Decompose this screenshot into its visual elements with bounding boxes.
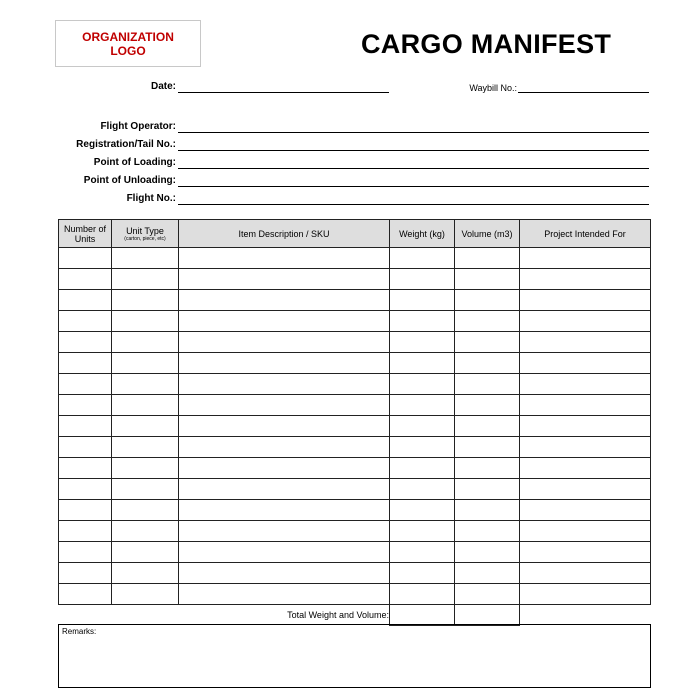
cell-units[interactable] — [59, 458, 112, 479]
cell-project[interactable] — [520, 290, 651, 311]
flight-no-field[interactable] — [178, 204, 649, 205]
table-header-row — [59, 220, 651, 248]
col-header-project — [520, 220, 651, 248]
cell-units[interactable] — [59, 584, 112, 605]
cell-unit-type[interactable] — [112, 458, 179, 479]
table-row — [59, 311, 651, 332]
table-row — [59, 395, 651, 416]
cell-project[interactable] — [520, 521, 651, 542]
table-row — [59, 332, 651, 353]
cell-units[interactable] — [59, 563, 112, 584]
cell-unit-type[interactable] — [112, 269, 179, 290]
table-row — [59, 500, 651, 521]
cell-units[interactable] — [59, 395, 112, 416]
table-row — [59, 584, 651, 605]
cell-weight[interactable] — [390, 521, 455, 542]
cell-description[interactable] — [179, 563, 390, 584]
cell-volume[interactable] — [455, 479, 520, 500]
point-of-unloading-field[interactable] — [178, 186, 649, 187]
cell-description[interactable] — [179, 332, 390, 353]
cell-unit-type[interactable] — [112, 521, 179, 542]
cell-description[interactable] — [179, 290, 390, 311]
cell-description[interactable] — [179, 353, 390, 374]
cell-units[interactable] — [59, 248, 112, 269]
cell-weight[interactable] — [390, 563, 455, 584]
flight-operator-field[interactable] — [178, 132, 649, 133]
cell-units[interactable] — [59, 500, 112, 521]
col-header-weight — [390, 220, 455, 248]
cell-unit-type[interactable] — [112, 416, 179, 437]
cell-volume[interactable] — [455, 353, 520, 374]
cell-weight[interactable] — [390, 353, 455, 374]
cell-unit-type[interactable] — [112, 500, 179, 521]
cell-volume[interactable] — [455, 332, 520, 353]
cell-weight[interactable] — [390, 437, 455, 458]
col-header-volume — [455, 220, 520, 248]
total-volume-cell[interactable] — [455, 605, 520, 626]
logo-line-2: LOGO — [110, 43, 146, 58]
cell-weight[interactable] — [390, 500, 455, 521]
cell-units[interactable] — [59, 479, 112, 500]
cell-project[interactable] — [520, 437, 651, 458]
cell-volume[interactable] — [455, 521, 520, 542]
point-of-loading-label: Point of Loading: — [93, 157, 176, 168]
cell-description[interactable] — [179, 458, 390, 479]
date-field[interactable] — [178, 92, 389, 93]
table-row — [59, 479, 651, 500]
table-row — [59, 269, 651, 290]
cell-project[interactable] — [520, 311, 651, 332]
cell-weight[interactable] — [390, 395, 455, 416]
manifest-body — [59, 248, 651, 605]
cell-unit-type[interactable] — [112, 248, 179, 269]
col-label-unit-type: Unit Type — [126, 225, 164, 236]
cell-volume[interactable] — [455, 584, 520, 605]
table-row — [59, 353, 651, 374]
cell-description[interactable] — [179, 584, 390, 605]
cell-volume[interactable] — [455, 458, 520, 479]
cell-description[interactable] — [179, 395, 390, 416]
cell-description[interactable] — [179, 374, 390, 395]
cell-volume[interactable] — [455, 311, 520, 332]
cell-project[interactable] — [520, 458, 651, 479]
table-row — [59, 374, 651, 395]
cell-units[interactable] — [59, 437, 112, 458]
col-label-number-of-units: Number of Units — [63, 223, 107, 244]
flight-no-label: Flight No.: — [126, 193, 176, 204]
cell-project[interactable] — [520, 416, 651, 437]
table-row — [59, 458, 651, 479]
flight-operator-label: Flight Operator: — [100, 121, 176, 132]
cell-unit-type[interactable] — [112, 437, 179, 458]
cell-volume[interactable] — [455, 500, 520, 521]
table-row — [59, 290, 651, 311]
col-label-item-description: Item Description / SKU — [238, 228, 330, 239]
cell-volume[interactable] — [455, 290, 520, 311]
cell-units[interactable] — [59, 269, 112, 290]
cell-project[interactable] — [520, 584, 651, 605]
cell-description[interactable] — [179, 311, 390, 332]
cell-unit-type[interactable] — [112, 542, 179, 563]
cell-project[interactable] — [520, 374, 651, 395]
cell-volume[interactable] — [455, 374, 520, 395]
logo-line-1: ORGANIZATION — [82, 29, 174, 44]
waybill-field[interactable] — [518, 92, 649, 93]
cell-volume[interactable] — [455, 395, 520, 416]
remarks-box[interactable] — [58, 624, 651, 688]
cell-volume[interactable] — [455, 437, 520, 458]
cell-project[interactable] — [520, 542, 651, 563]
table-row — [59, 416, 651, 437]
registration-field[interactable] — [178, 150, 649, 151]
table-row — [59, 521, 651, 542]
cell-description[interactable] — [179, 269, 390, 290]
cell-volume[interactable] — [455, 542, 520, 563]
cell-project[interactable] — [520, 395, 651, 416]
cell-project[interactable] — [520, 332, 651, 353]
cell-volume[interactable] — [455, 269, 520, 290]
cell-units[interactable] — [59, 542, 112, 563]
cell-unit-type[interactable] — [112, 353, 179, 374]
cell-weight[interactable] — [390, 374, 455, 395]
cell-units[interactable] — [59, 332, 112, 353]
cell-weight[interactable] — [390, 290, 455, 311]
col-label-weight: Weight (kg) — [399, 228, 445, 239]
cell-weight[interactable] — [390, 311, 455, 332]
cell-unit-type[interactable] — [112, 584, 179, 605]
col-header-item-description — [179, 220, 390, 248]
cell-unit-type[interactable] — [112, 290, 179, 311]
cell-weight[interactable] — [390, 332, 455, 353]
cell-units[interactable] — [59, 374, 112, 395]
cell-weight[interactable] — [390, 269, 455, 290]
point-of-unloading-label: Point of Unloading: — [83, 175, 176, 186]
date-label: Date: — [150, 81, 176, 92]
cell-weight[interactable] — [390, 584, 455, 605]
table-row — [59, 542, 651, 563]
col-sublabel-unit-type: (carton, piece, etc) — [124, 235, 166, 242]
cell-description[interactable] — [179, 521, 390, 542]
cell-project[interactable] — [520, 248, 651, 269]
cell-unit-type[interactable] — [112, 332, 179, 353]
cell-units[interactable] — [59, 290, 112, 311]
cell-volume[interactable] — [455, 563, 520, 584]
total-spacer-right — [520, 605, 651, 626]
cell-weight[interactable] — [390, 458, 455, 479]
total-weight-cell[interactable] — [390, 605, 455, 626]
cell-description[interactable] — [179, 416, 390, 437]
table-row — [59, 248, 651, 269]
total-spacer — [59, 605, 112, 626]
waybill-label: Waybill No.: — [469, 83, 517, 93]
col-label-project: Project Intended For — [544, 228, 626, 239]
registration-label: Registration/Tail No.: — [76, 139, 176, 150]
cell-project[interactable] — [520, 479, 651, 500]
cell-unit-type[interactable] — [112, 563, 179, 584]
cell-unit-type[interactable] — [112, 311, 179, 332]
organization-logo — [55, 20, 201, 67]
cell-description[interactable] — [179, 500, 390, 521]
cell-units[interactable] — [59, 521, 112, 542]
cell-unit-type[interactable] — [112, 374, 179, 395]
total-label: Total Weight and Volume: — [287, 610, 389, 621]
point-of-loading-field[interactable] — [178, 168, 649, 169]
cell-project[interactable] — [520, 563, 651, 584]
cell-volume[interactable] — [455, 248, 520, 269]
cell-project[interactable] — [520, 353, 651, 374]
col-label-volume: Volume (m3) — [461, 228, 513, 239]
cell-description[interactable] — [179, 479, 390, 500]
table-row — [59, 437, 651, 458]
cell-project[interactable] — [520, 269, 651, 290]
cell-volume[interactable] — [455, 416, 520, 437]
cell-units[interactable] — [59, 416, 112, 437]
manifest-table — [58, 219, 651, 626]
total-row — [59, 605, 651, 626]
cell-description[interactable] — [179, 248, 390, 269]
cell-units[interactable] — [59, 311, 112, 332]
cell-weight[interactable] — [390, 416, 455, 437]
cell-description[interactable] — [179, 542, 390, 563]
cell-weight[interactable] — [390, 479, 455, 500]
col-header-number-of-units — [59, 220, 112, 248]
page-title: CARGO MANIFEST — [361, 29, 612, 59]
cell-unit-type[interactable] — [112, 395, 179, 416]
cell-weight[interactable] — [390, 542, 455, 563]
cell-project[interactable] — [520, 500, 651, 521]
cell-unit-type[interactable] — [112, 479, 179, 500]
remarks-label: Remarks: — [62, 627, 97, 636]
table-row — [59, 563, 651, 584]
col-header-unit-type — [112, 220, 179, 248]
cell-weight[interactable] — [390, 248, 455, 269]
cell-units[interactable] — [59, 353, 112, 374]
cell-description[interactable] — [179, 437, 390, 458]
